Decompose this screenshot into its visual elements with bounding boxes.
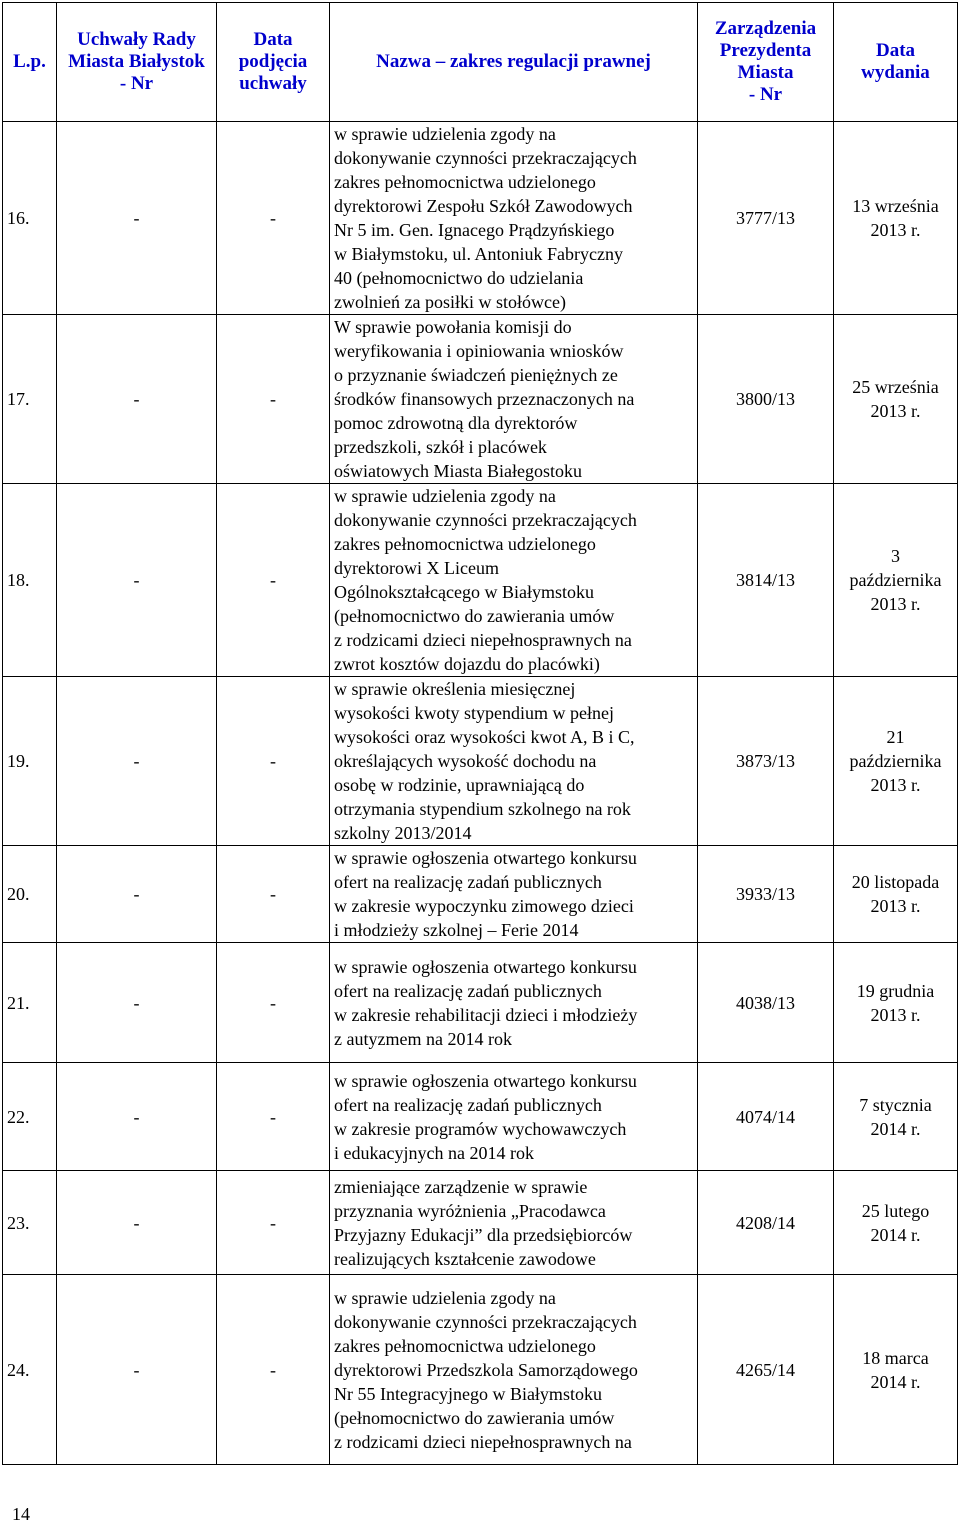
text-line: dokonywanie czynności przekraczających (334, 1311, 637, 1332)
header-title (330, 3, 698, 122)
row-lp: 16. (3, 122, 57, 315)
text-line: Ogólnokształcącego w Białymstoku (334, 582, 594, 602)
text-line: 2013 r. (870, 775, 921, 795)
row-resolution-nr: - (57, 846, 217, 943)
text-line: weryfikowania i opiniowania wniosków (334, 341, 624, 361)
row-adoption-date: - (217, 315, 330, 484)
text-line: Prezydenta (719, 40, 812, 61)
row-ordinance-nr: 4074/14 (698, 1063, 834, 1171)
text-line: dokonywanie czynności przekraczających (334, 510, 637, 530)
table-row (3, 315, 958, 484)
table-row (3, 1275, 958, 1465)
row-title (330, 315, 698, 484)
text-line: w zakresie rehabilitacji dzieci i młodzieży (334, 1004, 638, 1025)
row-adoption-date: - (217, 484, 330, 677)
text-line: w sprawie określenia miesięcznej (334, 679, 576, 699)
row-resolution-nr: - (57, 677, 217, 846)
text-line: 2014 r. (870, 1118, 921, 1139)
text-line: zakres pełnomocnictwa udzielonego (334, 172, 596, 192)
row-issue-date (834, 846, 958, 943)
text-line: (pełnomocnictwo do zawierania umów (334, 606, 615, 626)
text-line: środków finansowych przeznaczonych na (334, 389, 635, 409)
row-adoption-date: - (217, 1171, 330, 1275)
text-line: 21 (886, 727, 905, 747)
text-line: osobę w rodzinie, uprawniającą do (334, 775, 585, 795)
table-row (3, 1171, 958, 1275)
text-line: 25 września (852, 377, 939, 397)
row-title (330, 846, 698, 943)
row-ordinance-nr: 3814/13 (698, 484, 834, 677)
text-line: w zakresie programów wychowawczych (334, 1118, 627, 1139)
text-line: 3 (891, 546, 900, 566)
regulations-table (2, 2, 958, 1465)
text-line: 19 grudnia (856, 980, 935, 1001)
row-adoption-date: - (217, 1275, 330, 1465)
text-line: zmieniające zarządzenie w sprawie (334, 1176, 588, 1197)
text-line: podjęcia (238, 51, 308, 72)
text-line: zwrot kosztów dojazdu do placówki) (334, 654, 600, 674)
row-resolution-nr: - (57, 1171, 217, 1275)
row-adoption-date: - (217, 677, 330, 846)
row-ordinance-nr: 3777/13 (698, 122, 834, 315)
table-row (3, 484, 958, 677)
row-issue-date (834, 1275, 958, 1465)
row-lp: 17. (3, 315, 57, 484)
text-line: w sprawie udzielenia zgody na (334, 486, 556, 506)
row-ordinance-nr: 3800/13 (698, 315, 834, 484)
text-line: 2013 r. (870, 594, 921, 614)
text-line: w Białymstoku, ul. Antoniuk Fabryczny (334, 244, 623, 264)
text-line: 20 listopada (851, 872, 940, 892)
text-line: 2013 r. (870, 896, 921, 916)
text-line: o przyznanie świadczeń pieniężnych ze (334, 365, 618, 385)
text-line: Zarządzenia (714, 18, 817, 39)
text-line: 13 września (852, 196, 939, 216)
row-resolution-nr: - (57, 1063, 217, 1171)
text-line: w zakresie wypoczynku zimowego dzieci (334, 896, 634, 916)
text-line: Uchwały Rady (77, 29, 196, 50)
row-lp: 23. (3, 1171, 57, 1275)
text-line: (pełnomocnictwo do zawierania umów (334, 1407, 615, 1428)
row-lp: 20. (3, 846, 57, 943)
row-title (330, 1275, 698, 1465)
text-line: w sprawie ogłoszenia otwartego konkursu (334, 1070, 637, 1091)
row-issue-date (834, 122, 958, 315)
text-line: 2014 r. (870, 1224, 921, 1245)
row-issue-date (834, 315, 958, 484)
row-lp: 18. (3, 484, 57, 677)
text-line: w sprawie udzielenia zgody na (334, 124, 556, 144)
text-line: Miasta (737, 62, 794, 83)
row-ordinance-nr: 4038/13 (698, 943, 834, 1063)
text-line: z rodzicami dzieci niepełnosprawnych na (334, 1431, 632, 1452)
text-line: pomoc zdrowotną dla dyrektorów (334, 413, 578, 433)
row-issue-date (834, 1063, 958, 1171)
text-line: Data (875, 40, 916, 61)
text-line: dokonywanie czynności przekraczających (334, 148, 637, 168)
text-line: października (849, 570, 942, 590)
row-lp: 22. (3, 1063, 57, 1171)
text-line: realizujących kształcenie zawodowe (334, 1248, 596, 1269)
text-line: zwolnień za posiłki w stołówce) (334, 292, 566, 312)
row-title (330, 484, 698, 677)
row-adoption-date: - (217, 1063, 330, 1171)
text-line: 2013 r. (870, 220, 921, 240)
text-line: ofert na realizację zadań publicznych (334, 872, 602, 892)
text-line: ofert na realizację zadań publicznych (334, 980, 602, 1001)
table-row (3, 943, 958, 1063)
text-line: określających wysokość dochodu na (334, 751, 597, 771)
table-row (3, 846, 958, 943)
text-line: dyrektorowi Zespołu Szkół Zawodowych (334, 196, 633, 216)
header-issue-date (834, 3, 958, 122)
text-line: i młodzieży szkolnej – Ferie 2014 (334, 920, 579, 940)
row-lp: 21. (3, 943, 57, 1063)
text-line: z autyzmem na 2014 rok (334, 1028, 512, 1049)
text-line: Miasta Białystok (68, 51, 205, 72)
text-line: Nr 55 Integracyjnego w Białymstoku (334, 1383, 602, 1404)
text-line: 2013 r. (870, 401, 921, 421)
text-line: w sprawie ogłoszenia otwartego konkursu (334, 848, 637, 868)
row-adoption-date: - (217, 122, 330, 315)
row-issue-date (834, 943, 958, 1063)
table-row (3, 677, 958, 846)
text-line: wydania (861, 62, 930, 83)
page-number: 14 (12, 1504, 30, 1524)
row-issue-date (834, 677, 958, 846)
text-line: dyrektorowi X Liceum (334, 558, 499, 578)
text-line: wysokości oraz wysokości kwot A, B i C, (334, 727, 635, 747)
text-line: dyrektorowi Przedszkola Samorządowego (334, 1359, 638, 1380)
header-resolution-nr (57, 3, 217, 122)
row-adoption-date: - (217, 943, 330, 1063)
header-row (3, 3, 958, 122)
row-resolution-nr: - (57, 943, 217, 1063)
text-line: i edukacyjnych na 2014 rok (334, 1142, 534, 1163)
row-ordinance-nr: 4208/14 (698, 1171, 834, 1275)
table-row (3, 1063, 958, 1171)
text-line: 2013 r. (870, 1004, 921, 1025)
text-line: 2014 r. (870, 1371, 921, 1392)
text-line: ofert na realizację zadań publicznych (334, 1094, 602, 1115)
row-title (330, 1171, 698, 1275)
text-line: 40 (pełnomocnictwo do udzielania (334, 268, 584, 288)
text-line: 7 stycznia (859, 1094, 932, 1115)
header-lp (3, 3, 57, 122)
text-line: uchwały (239, 73, 307, 94)
row-lp: 19. (3, 677, 57, 846)
row-title (330, 677, 698, 846)
row-issue-date (834, 484, 958, 677)
row-title (330, 122, 698, 315)
text-line: oświatowych Miasta Białegostoku (334, 461, 582, 481)
text-line: w sprawie ogłoszenia otwartego konkursu (334, 956, 637, 977)
row-lp: 24. (3, 1275, 57, 1465)
text-line: wysokości kwoty stypendium w pełnej (334, 703, 614, 723)
text-line: W sprawie powołania komisji do (334, 317, 572, 337)
text-line: zakres pełnomocnictwa udzielonego (334, 1335, 596, 1356)
text-line: L.p. (13, 51, 46, 72)
text-line: Nr 5 im. Gen. Ignacego Prądzyńskiego (334, 220, 615, 240)
row-resolution-nr: - (57, 1275, 217, 1465)
text-line: Przyjazny Edukacji” dla przedsiębiorców (334, 1224, 633, 1245)
row-ordinance-nr: 3873/13 (698, 677, 834, 846)
row-adoption-date: - (217, 846, 330, 943)
text-line: z rodzicami dzieci niepełnosprawnych na (334, 630, 632, 650)
row-title (330, 943, 698, 1063)
row-ordinance-nr: 4265/14 (698, 1275, 834, 1465)
text-line: otrzymania stypendium szkolnego na rok (334, 799, 631, 819)
text-line: w sprawie udzielenia zgody na (334, 1287, 556, 1308)
row-title (330, 1063, 698, 1171)
text-line: szkolny 2013/2014 (334, 823, 472, 843)
text-line: przedszkoli, szkół i placówek (334, 437, 547, 457)
row-resolution-nr: - (57, 315, 217, 484)
row-resolution-nr: - (57, 122, 217, 315)
text-line: 18 marca (862, 1347, 929, 1368)
text-line: Nazwa – zakres regulacji prawnej (376, 51, 651, 72)
text-line: października (849, 751, 942, 771)
text-line: - Nr (748, 84, 783, 105)
text-line: - Nr (119, 73, 154, 94)
row-issue-date (834, 1171, 958, 1275)
text-line: Data (253, 29, 293, 50)
header-ordinance-nr (698, 3, 834, 122)
text-line: zakres pełnomocnictwa udzielonego (334, 534, 596, 554)
text-line: przyznania wyróżnienia „Pracodawca (334, 1200, 606, 1221)
header-adoption-date (217, 3, 330, 122)
text-line: 25 lutego (861, 1200, 930, 1221)
table-row (3, 122, 958, 315)
row-resolution-nr: - (57, 484, 217, 677)
row-ordinance-nr: 3933/13 (698, 846, 834, 943)
